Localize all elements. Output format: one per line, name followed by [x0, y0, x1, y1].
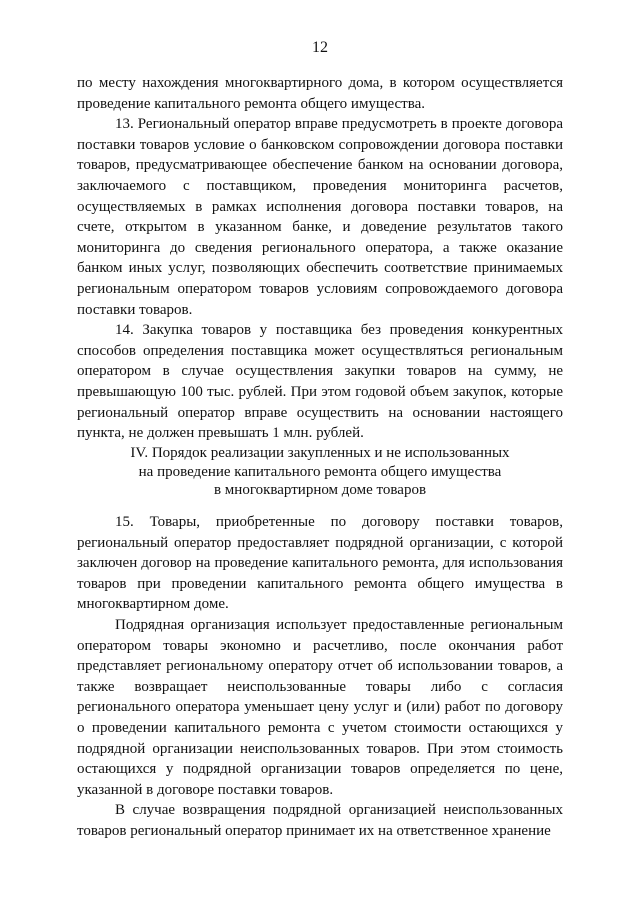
section-heading-line: в многоквартирном доме товаров — [213, 482, 427, 498]
text-block-after-heading — [77, 512, 563, 842]
page-number: 12 — [312, 39, 328, 56]
paragraph-return-of-goods: В случае возвращения подрядной организацией неиспользованных товаров региональный оператор принимает их на ответственное хранение — [77, 802, 563, 839]
paragraph-item-13: 13. Региональный оператор вправе предусмотреть в проекте договора поставки товаров условие о банковском сопровождении договора поставки товаров, предусматривающее обеспечение банком на основании договора, заключаемого с поставщиком, проведения мониторинга расчетов, осуществляемых в рамках исполнения договора поставки товаров, на счете, открытом в указанном банке, и доведение результатов такого мониторинга до сведения регионального оператора, а также оказание банком иных услуг, позволяющих обеспечить соответствие принимаемых региональным оператором товаров условиям сопровождаемого договора поставки товаров. — [77, 116, 563, 318]
text-block-before-heading — [77, 73, 563, 444]
paragraph-contractor-usage: Подрядная организация использует предоставленные региональным оператором товары экономно и расчетливо, после окончания работ представляет региональному оператору отчет об использовании товаров, а также возвращает неиспользованные товары либо с согласия регионального оператора уменьшает цену услуг и (или) работ по договору о проведении капитального ремонта с учетом стоимости остающихся у подрядной организации неиспользованных товаров. При этом стоимость остающихся у подрядной организации товаров определяется по цене, указанной в договоре поставки товаров. — [77, 616, 563, 798]
paragraph-continuation: по месту нахождения многоквартирного дома, в котором осуществляется проведение капитального ремонта общего имущества. — [77, 75, 563, 112]
paragraph-item-14: 14. Закупка товаров у поставщика без проведения конкурентных способов определения поставщика может осуществляться региональным оператором в случае осуществления закупки товаров на сумму, не превышающую 100 тыс. рублей. При этом годовой объем закупок, которые региональный оператор вправе осуществить на основании настоящего пункта, не должен превышать 1 млн. рублей. — [77, 322, 563, 442]
section-heading — [77, 444, 563, 500]
section-heading-line: IV. Порядок реализации закупленных и не использованных — [130, 445, 510, 461]
section-heading-line: на проведение капитального ремонта общего имущества — [138, 463, 502, 480]
paragraph-item-15: 15. Товары, приобретенные по договору поставки товаров, региональный оператор предоставляет подрядной организации, с которой заключен договор на проведение капитального ремонта, для использования товаров при проведении капитального ремонта общего имущества в многоквартирном доме. — [77, 514, 563, 613]
